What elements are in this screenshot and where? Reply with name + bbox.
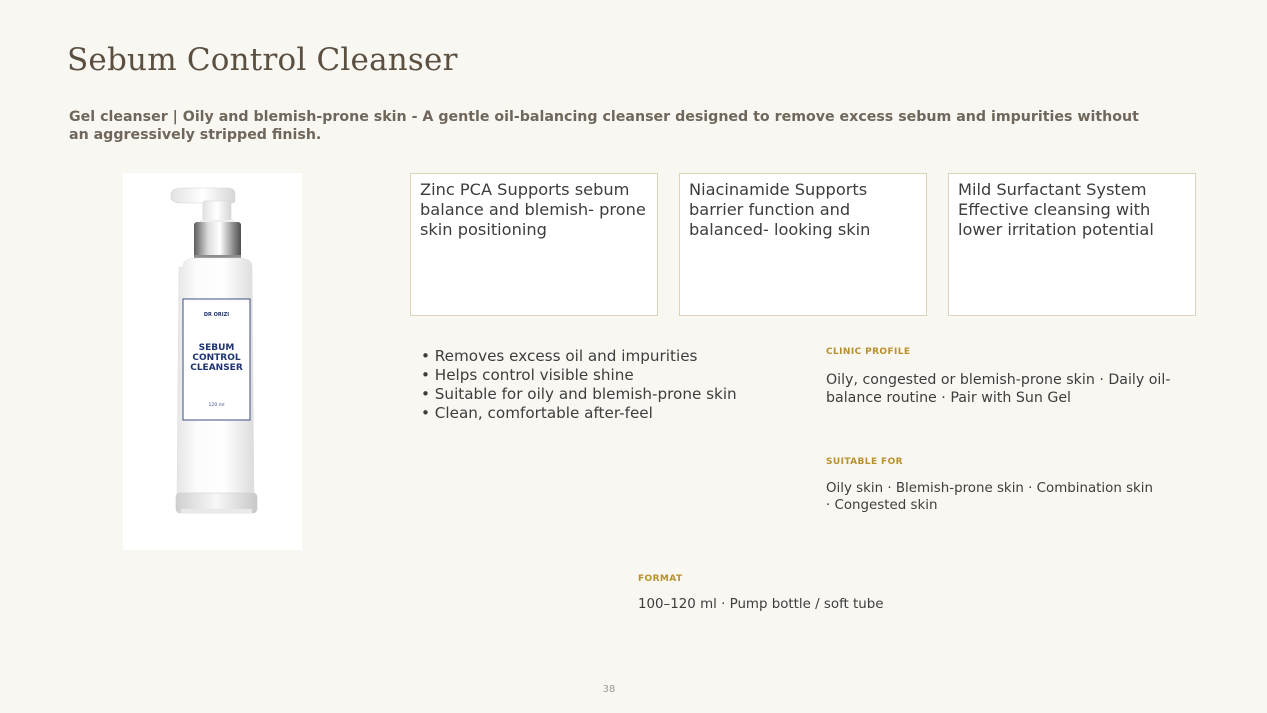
page-title: Sebum Control Cleanser xyxy=(67,42,458,78)
format-label: FORMAT xyxy=(638,574,683,584)
list-item: • Clean, comfortable after-feel xyxy=(421,404,737,423)
feature-card-niacinamide xyxy=(679,173,927,316)
feature-card-text: Mild Surfactant System Effective cleansing with lower irritation potential xyxy=(958,180,1154,239)
feature-card-zinc-pca xyxy=(410,173,658,316)
feature-card-mild-surfactant xyxy=(948,173,1196,316)
product-image xyxy=(123,173,302,550)
clinic-profile-value: Oily, congested or blemish-prone skin · Daily oil-balance routine · Pair with Sun Gel xyxy=(826,372,1171,406)
cleanser-bottle-illustration xyxy=(123,173,302,550)
suitable-for-label: SUITABLE FOR xyxy=(826,457,903,467)
page-number: 38 xyxy=(602,684,616,695)
label-volume: 120 ml xyxy=(208,403,225,408)
benefits-list xyxy=(421,347,737,423)
list-item: • Helps control visible shine xyxy=(421,366,737,385)
feature-card-text: Zinc PCA Supports sebum balance and blemish- prone skin positioning xyxy=(420,180,646,239)
label-brand: DR ORIZI xyxy=(203,312,230,318)
format-value: 100–120 ml · Pump bottle / soft tube xyxy=(638,597,884,612)
label-name-line2: CONTROL xyxy=(192,353,241,363)
clinic-profile-label: CLINIC PROFILE xyxy=(826,347,911,357)
label-name-line1: SEBUM xyxy=(198,343,235,353)
label-name-line3: CLEANSER xyxy=(190,363,243,373)
list-item: • Removes excess oil and impurities xyxy=(421,347,737,366)
feature-card-text: Niacinamide Supports barrier function and balanced- looking skin xyxy=(689,180,871,239)
suitable-for-value: Oily skin · Blemish-prone skin · Combination skin · Congested skin xyxy=(826,481,1154,513)
list-item: • Suitable for oily and blemish-prone skin xyxy=(421,385,737,404)
page-subtitle: Gel cleanser | Oily and blemish-prone skin - A gentle oil-balancing cleanser designed to remove excess sebum and impurities without an aggressively stripped finish. xyxy=(69,109,1139,143)
